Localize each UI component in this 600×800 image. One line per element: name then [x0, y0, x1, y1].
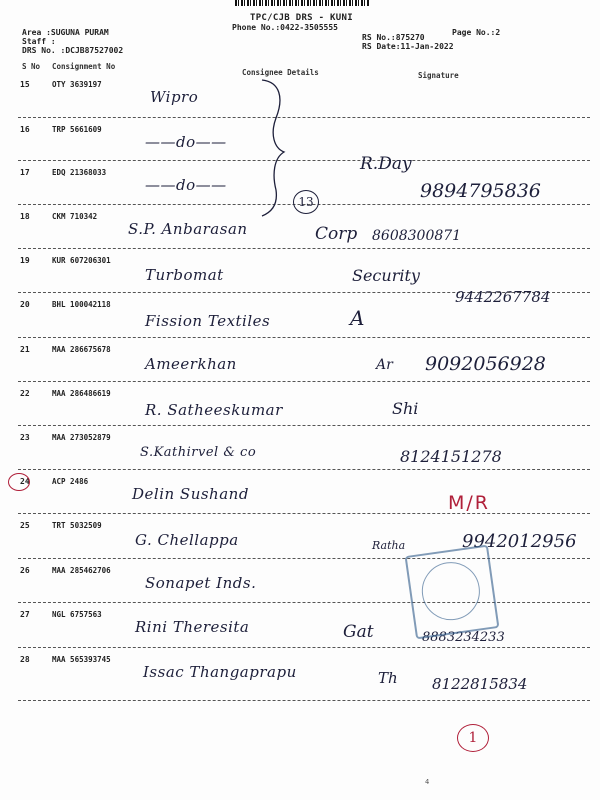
column-consignment: Consignment No	[52, 62, 116, 71]
stamp-seal	[418, 558, 484, 624]
row-sno: 26	[20, 566, 30, 575]
row-sno: 27	[20, 610, 30, 619]
mr-annotation: M/R	[448, 492, 490, 514]
row-divider	[18, 160, 590, 161]
row-phone: 9894795836	[420, 180, 541, 202]
row-signature: Th	[378, 669, 398, 687]
row-sno: 19	[20, 256, 30, 265]
barcode	[235, 0, 370, 6]
row-phone: 9092056928	[425, 353, 546, 375]
row-sno: 20	[20, 300, 30, 309]
row-consignee: G. Chellappa	[135, 531, 239, 549]
row-phone: 8122815834	[432, 675, 528, 693]
row-phone: 8608300871	[372, 228, 462, 244]
count-circle: 13	[293, 190, 319, 214]
column-sno: S No	[22, 62, 41, 71]
table-row	[0, 288, 600, 340]
row-consignee: Delin Sushand	[132, 485, 249, 503]
row-sno: 23	[20, 433, 30, 442]
rs-number: RS No.:875270	[362, 33, 425, 42]
row-sno: 24	[20, 477, 30, 486]
row-consignee: Rini Theresita	[135, 618, 250, 636]
page-number: Page No.:2	[452, 28, 501, 37]
row-consignment: MAA 286675678	[52, 345, 111, 354]
table-row	[0, 80, 600, 120]
row-divider	[18, 248, 590, 249]
table-row	[0, 655, 600, 695]
drs-number: DRS No. :DCJB87527002	[22, 46, 124, 55]
row-consignee: Issac Thangaprapu	[143, 663, 297, 681]
row-phone: 8124151278	[400, 447, 502, 466]
row-signature: Ratha	[372, 539, 406, 552]
company-stamp	[405, 545, 500, 640]
row-divider	[18, 700, 590, 701]
row-consignment: EDQ 21368033	[52, 168, 107, 177]
row-signature: Shi	[392, 399, 419, 418]
row-signature: Ar	[376, 357, 393, 373]
area-label: Area :SUGUNA PURAM	[22, 28, 109, 37]
row-sno: 15	[20, 80, 30, 89]
table-row	[0, 477, 600, 517]
row-consignee: R. Satheeskumar	[145, 401, 283, 419]
row-signature: A	[350, 306, 365, 330]
column-signature: Signature	[418, 71, 459, 80]
row-consignee: ——do——	[145, 133, 227, 151]
row-divider	[18, 558, 590, 559]
row-consignment: ACP 2486	[52, 477, 89, 486]
page-count-circle: 1	[457, 724, 489, 752]
column-consignee: Consignee Details	[242, 68, 319, 77]
row-consignment: OTY 3639197	[52, 80, 102, 89]
table-row	[0, 566, 600, 606]
row-consignment: MAA 273052879	[52, 433, 111, 442]
row-divider	[18, 425, 590, 426]
row-consignment: TRT 5032509	[52, 521, 102, 530]
row-divider	[18, 647, 590, 648]
row-consignment: CKM 710342	[52, 212, 98, 221]
row-consignee: Wipro	[150, 88, 199, 106]
row-phone: 8883234233	[422, 630, 505, 645]
footer-mark: 4	[425, 778, 430, 786]
highlight-circle	[8, 473, 30, 491]
row-divider	[18, 117, 590, 118]
row-sno: 18	[20, 212, 30, 221]
phone-number: Phone No.:0422-3505555	[232, 23, 338, 32]
row-signature: Gat	[343, 622, 374, 642]
row-sno: 17	[20, 168, 30, 177]
sheet-title: TPC/CJB DRS - KUNI	[250, 13, 353, 23]
row-divider	[18, 513, 590, 514]
row-consignment: MAA 565393745	[52, 655, 111, 664]
row-divider	[18, 602, 590, 603]
row-signature: R.Day	[360, 154, 412, 174]
table-row	[0, 125, 600, 165]
brace-mark	[258, 78, 298, 218]
row-divider	[18, 469, 590, 470]
table-row	[0, 521, 600, 561]
row-consignment: MAA 285462706	[52, 566, 111, 575]
row-sno: 21	[20, 345, 30, 354]
rs-date: RS Date:11-Jan-2022	[362, 42, 454, 51]
row-phone: 9942012956	[462, 531, 577, 552]
table-row	[0, 610, 600, 650]
row-consignment: BHL 100042118	[52, 300, 111, 309]
row-sno: 25	[20, 521, 30, 530]
row-sno: 16	[20, 125, 30, 134]
row-sno: 22	[20, 389, 30, 398]
row-consignment: KUR 607206301	[52, 256, 111, 265]
row-divider	[18, 337, 590, 338]
row-consignee: Sonapet Inds.	[145, 574, 257, 592]
row-consignee: Ameerkhan	[145, 355, 237, 373]
row-phone: 9442267784	[455, 288, 551, 306]
row-signature: Security	[352, 266, 420, 285]
row-sno: 28	[20, 655, 30, 664]
table-row	[0, 345, 600, 385]
row-signature: Corp	[315, 224, 358, 244]
row-consignee: ——do——	[145, 176, 227, 194]
table-row	[0, 708, 600, 709]
row-divider	[18, 381, 590, 382]
row-consignment: NGL 6757563	[52, 610, 102, 619]
row-consignee: S.P. Anbarasan	[128, 220, 248, 238]
staff-label: Staff :	[22, 37, 56, 46]
table-row	[0, 433, 600, 473]
row-consignee: Fission Textiles	[145, 312, 271, 330]
row-consignment: TRP 5661609	[52, 125, 102, 134]
row-consignment: MAA 286486619	[52, 389, 111, 398]
row-consignee: S.Kathirvel & co	[140, 445, 257, 460]
row-consignee: Turbomat	[145, 266, 224, 284]
table-row	[0, 389, 600, 429]
table-row	[0, 212, 600, 252]
